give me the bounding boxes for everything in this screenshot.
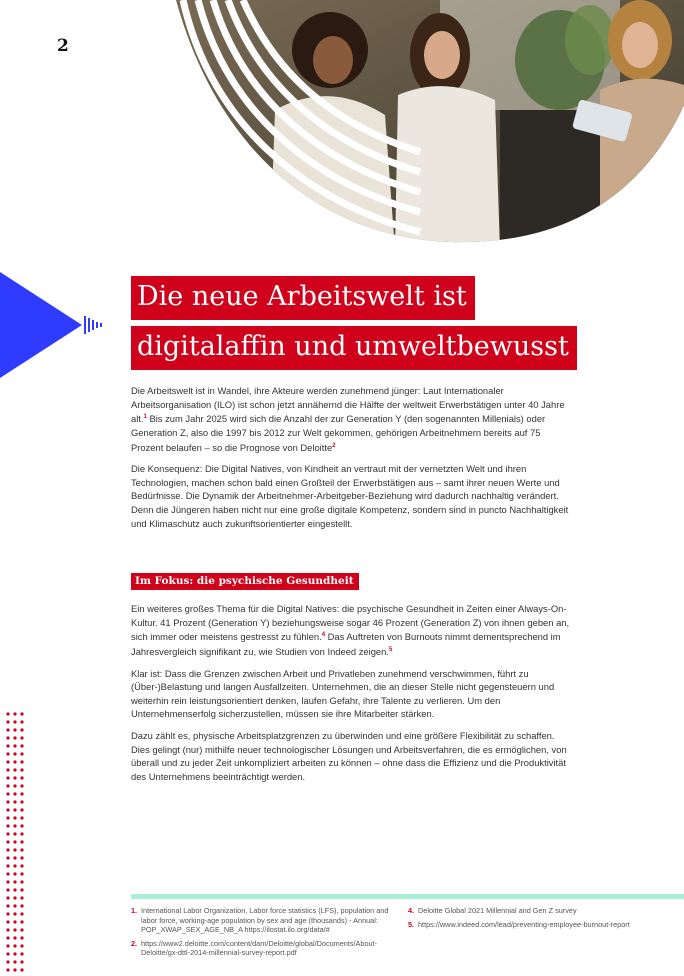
footer-divider [131,894,684,899]
focus-paragraph-1: Ein weiteres großes Thema für die Digital Natives: die psychische Gesundheit in Zeiten einer Always-On-Kultur. 41 Prozent (Generation Y) beziehungsweise sogar 46 Prozent (Generation Z) von ihnen geben an, sich immer oder meistens gestresst zu fühlen.$^4$ Das Auftreten von Burnouts nimmt dementsprechend im Jahresvergleich signifikant zu, wie Studien von Indeed zeigen.$^5$ [131,603,570,658]
intro-paragraph-1: Die Arbeitswelt ist in Wandel, ihre Akteure werden zunehmend jünger: Laut Internationaler Arbeitsorganisation (ILO) ist schon jetzt annähernd die Hälfte der weltweit Erwerbstätigen unter 40 Jahre alt.$^1$ Bis zum Jahr 2025 wird sich die Anzahl der zur Generation Y (den sogenannten Millenials) oder Generation Z, also die 1997 bis 2012 zur Welt gekommen, gehörigen Arbeitnehmern bereits auf 75 Prozent belaufen – so die Prognose von Deloitte$^2$ [131,385,565,453]
footnote-4: 4. Deloitte Global 2021 Millennial and Gen Z survey [408,906,577,915]
title-line-1: Die neue Arbeitswelt ist [131,276,475,320]
footnote-ref-4[interactable]: 4 [321,632,326,639]
title-line-2: digitalaffin und umweltbewusst [131,326,577,370]
footnotes-left [131,906,396,962]
hero-photo [0,0,684,250]
page-number: 2 [57,36,69,56]
footnotes-right [408,906,678,933]
decorative-dots [6,712,28,974]
footnote-2[interactable]: 2. https://www2.deloitte.com/content/dam/Deloitte/global/Documents/About-Deloitte/gx-dttl-2014-millennial-survey-report.pdf [131,938,378,958]
footnote-1: 1. International Labor Organization, Labor force statistics (LFS), population and labor force, working-age population by sex and age (thousands) - Annual: POP_XWAP_SEX_AGE_NB_A https://ilostat.ilo.org/data/# [131,906,389,935]
decorative-triangle-icon [0,272,110,382]
focus-paragraph-3: Dazu zählt es, physische Arbeitsplatzgrenzen zu überwinden und eine größere Flexibilität zu schaffen. Dies gelingt (nur) mithilfe neuer technologischer Lösungen und Arbeitsverfahren, die es ermöglichen, von überall und zu jeder Zeit unkompliziert arbeiten zu können – ohne dass die Effizienz und die Produktivität des Unternehmens beeinträchtigt werden. [131,730,567,782]
focus-paragraph-2: Klar ist: Dass die Grenzen zwischen Arbeit und Privatleben zunehmend verschwimmen, führt zu (Über-)Belastung und langen Ausfallzeiten. Unternehmen, die an dieser Stelle nicht gegensteuern und weiterhin rein leistungsorientiert denken, laufen Gefahr, ihre Talente zu verlieren. Um den Unternehmenserfolg sicherzustellen, müssen sie ihre Mitarbeiter stärken. [131,667,555,720]
intro-section [131,384,571,530]
section-heading: Im Fokus: die psychische Gesundheit [131,573,359,590]
footnote-ref-2[interactable]: 2 [332,442,336,449]
footnote-ref-1[interactable]: 1 [143,414,147,421]
intro-paragraph-2: Die Konsequenz: Die Digital Natives, von Kindheit an vertraut mit der vernetzten Welt und ihren Technologien, machen schon bald einen Großteil der Erwerbstätigen aus – samt ihrer neuen Werte und Bedürfnisse. Die Dynamik der Arbeitnehmer-Arbeitgeber-Beziehung wird dadurch nachhaltig verändert. Denn die Jüngeren haben nicht nur eine große digitale Kompetenz, sondern sind in puncto Nachhaltigkeit und Klimaschutz auch zukunftsorientierter eingestellt. [131,463,569,529]
page-title [131,276,577,376]
footnote-ref-5[interactable]: 5 [388,646,393,653]
focus-section [131,602,571,783]
footnote-5[interactable]: 5. https://www.indeed.com/lead/preventing-employee-burnout-report [408,919,630,929]
